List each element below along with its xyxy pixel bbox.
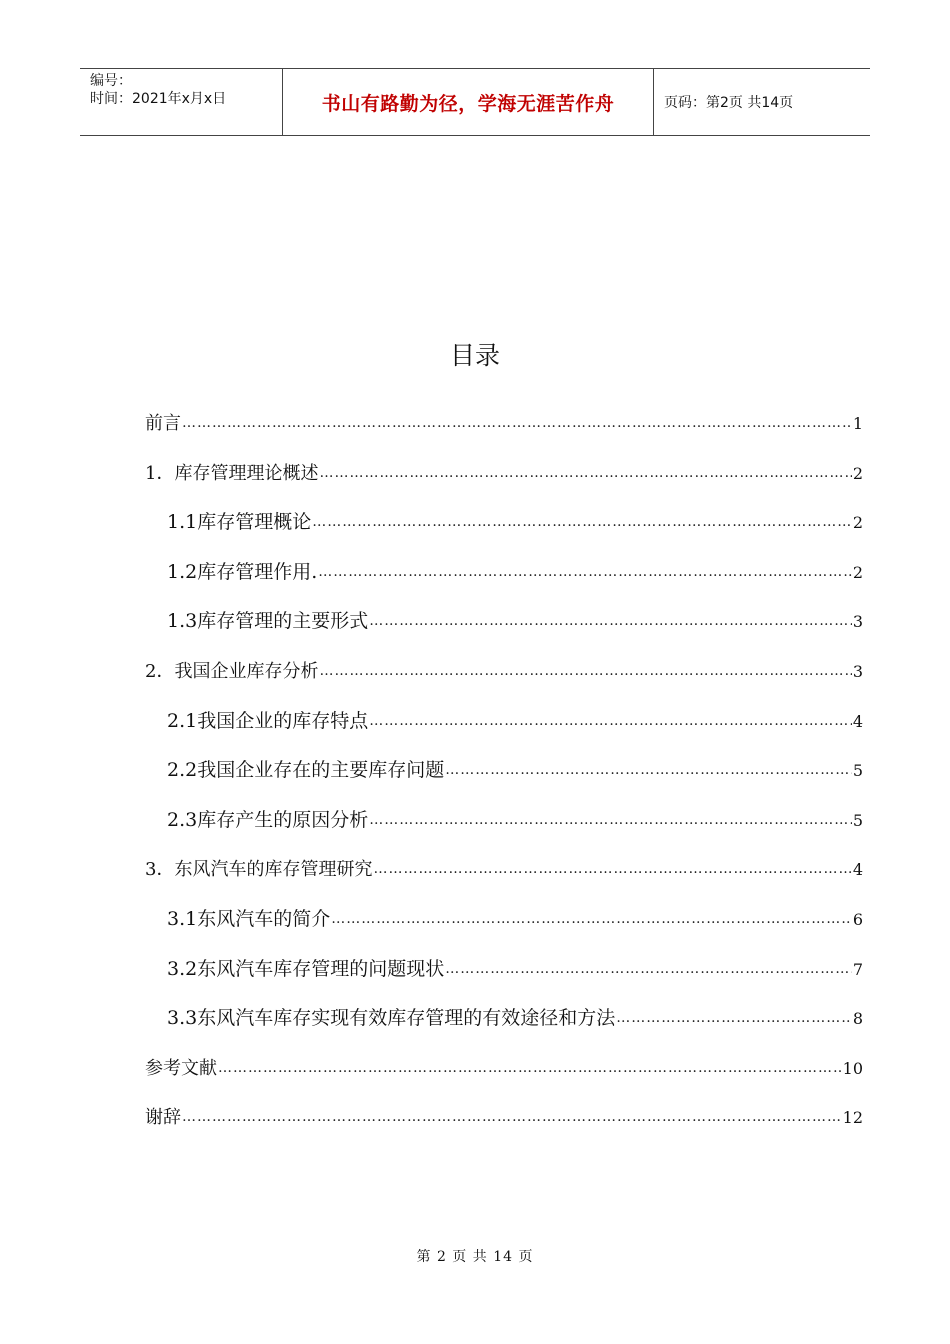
toc-entry-label: 谢辞	[145, 1107, 181, 1129]
toc-leader-dots	[369, 613, 852, 629]
number-label: 编号：	[90, 73, 132, 89]
toc-leader-dots	[373, 861, 851, 877]
toc-leader-dots	[369, 713, 852, 729]
toc-entry-label: 1.3库存管理的主要形式	[167, 610, 369, 633]
toc-entry-label: 3.1东风汽车的简介	[167, 908, 331, 930]
page-header	[80, 68, 870, 136]
toc-entry-page: 7	[852, 959, 863, 979]
header-middle-cell	[282, 69, 654, 135]
header-page-info: 页码：第2页 共14页	[664, 95, 794, 111]
toc-entry[interactable]	[145, 1099, 863, 1129]
toc-entry-label: 2.3库存产生的原因分析	[167, 808, 369, 831]
toc-entry-label: 2．我国企业库存分析	[145, 661, 319, 682]
toc-entry-label: 1.1库存管理概论	[167, 511, 312, 534]
toc-entry[interactable]	[145, 504, 863, 534]
toc-entry-page: 1	[852, 414, 863, 433]
toc-leader-dots	[182, 415, 852, 431]
toc-entry-page: 10	[842, 1058, 863, 1078]
toc-entry-page: 2	[852, 463, 863, 483]
toc-entry-page: 12	[842, 1108, 863, 1128]
toc-entry-page: 3	[852, 662, 863, 681]
toc-entry-page: 3	[852, 612, 863, 632]
toc-leader-dots	[218, 1060, 842, 1076]
toc-entry-page: 4	[852, 860, 863, 880]
header-left-cell	[80, 69, 282, 135]
toc-leader-dots	[312, 514, 852, 530]
toc-entry-label: 3.3东风汽车库存实现有效库存管理的有效途径和方法	[167, 1007, 616, 1030]
toc-leader-dots	[182, 1109, 842, 1125]
toc-leader-dots	[319, 663, 851, 679]
toc-entry[interactable]	[145, 1000, 863, 1030]
toc-entry[interactable]	[145, 752, 863, 782]
toc-leader-dots	[616, 1010, 852, 1026]
toc-leader-dots	[318, 564, 852, 580]
toc-entry[interactable]	[145, 703, 863, 733]
toc-entry[interactable]	[145, 802, 863, 832]
toc-entry-page: 2	[852, 513, 863, 533]
toc-entry-page: 8	[852, 1009, 863, 1029]
toc-entry-label: 2.1我国企业的库存特点	[167, 709, 369, 732]
toc-leader-dots	[319, 465, 851, 481]
toc-entry[interactable]	[145, 1050, 863, 1080]
header-right-cell	[654, 69, 870, 135]
page-footer: 第 2 页 共 14 页	[416, 1249, 534, 1265]
toc-entry[interactable]	[145, 455, 863, 485]
toc-entry-label: 1.2库存管理作用.	[167, 560, 318, 583]
toc-title: 目录	[449, 341, 500, 370]
toc-entry-page: 5	[852, 810, 863, 830]
toc-entry[interactable]	[145, 653, 863, 683]
toc-leader-dots	[369, 812, 852, 828]
toc-entry-page: 4	[852, 711, 863, 731]
toc-entry[interactable]	[145, 405, 863, 435]
toc-entry-page: 5	[852, 761, 863, 781]
toc-entry-label: 2.2我国企业存在的主要库存问题	[167, 759, 445, 782]
toc-entry-label: 前言	[145, 413, 181, 434]
time-label: 时间：2021年x月x日	[90, 91, 227, 107]
toc-entry[interactable]	[145, 901, 863, 931]
toc-entry-label: 1．库存管理理论概述	[145, 462, 319, 484]
toc-leader-dots	[445, 762, 852, 778]
toc-entry[interactable]	[145, 554, 863, 584]
toc-entry-label: 参考文献	[145, 1057, 217, 1079]
header-motto: 书山有路勤为径，学海无涯苦作舟	[321, 92, 615, 115]
toc-entry-page: 6	[852, 910, 863, 929]
toc-entry-page: 2	[852, 562, 863, 582]
toc-entry-label: 3.2东风汽车库存管理的问题现状	[167, 957, 445, 980]
toc-entry[interactable]	[145, 603, 863, 633]
toc-leader-dots	[331, 911, 852, 927]
toc-entry[interactable]	[145, 851, 863, 881]
toc-leader-dots	[445, 961, 852, 977]
toc-entry[interactable]	[145, 951, 863, 981]
toc-entry-label: 3．东风汽车的库存管理研究	[145, 859, 373, 881]
